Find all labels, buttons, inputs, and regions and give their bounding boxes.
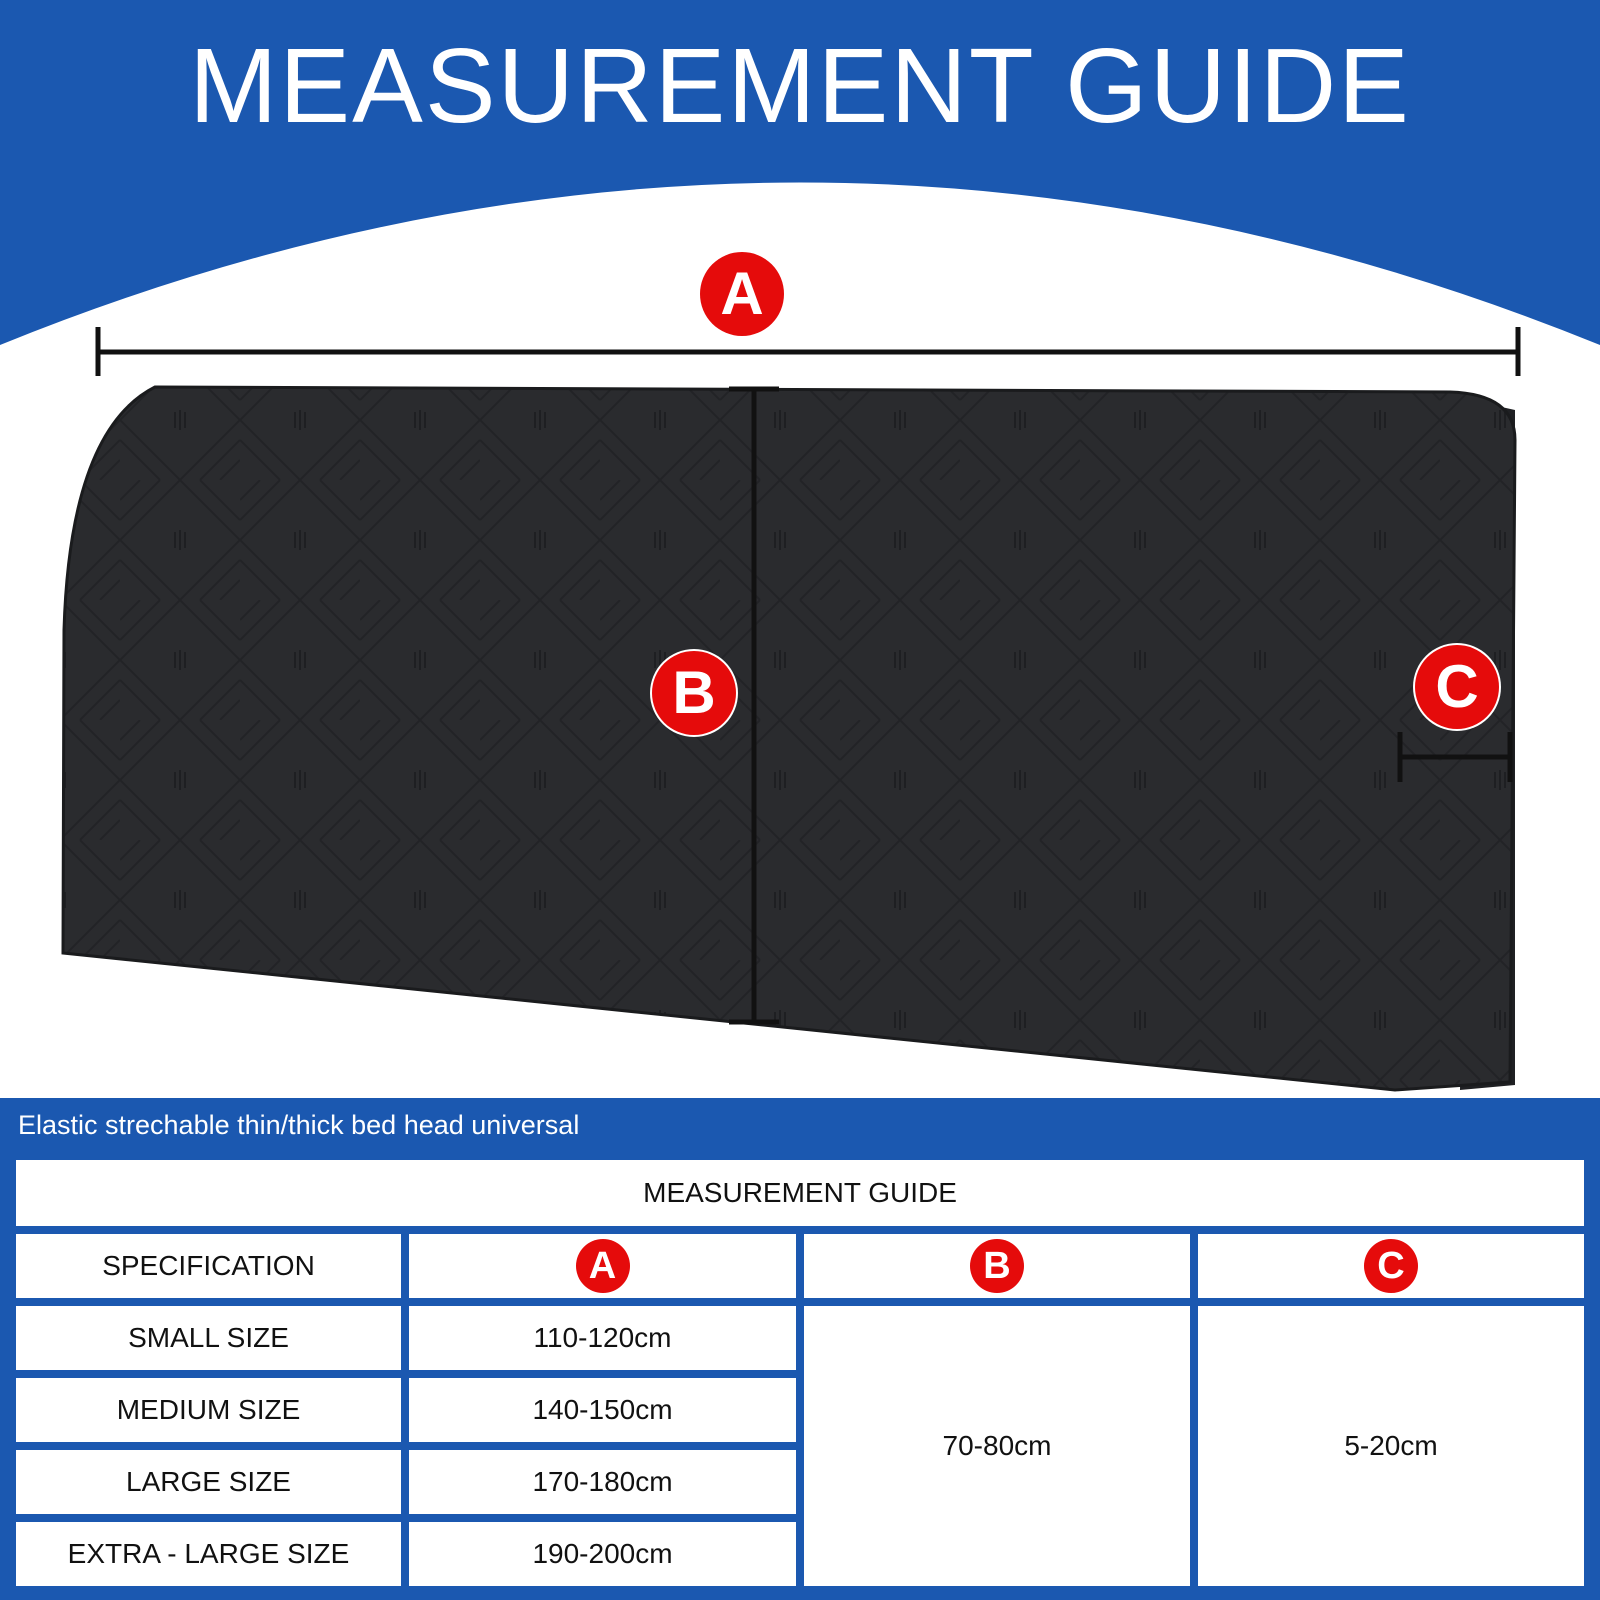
label-a-badge: A bbox=[700, 252, 784, 336]
headboard-image bbox=[63, 387, 1515, 1090]
spec-header: SPECIFICATION bbox=[16, 1234, 401, 1298]
row-small-a: 110-120cm bbox=[409, 1306, 796, 1370]
row-medium-a: 140-150cm bbox=[409, 1378, 796, 1442]
col-c-badge: C bbox=[1364, 1239, 1418, 1293]
label-b-badge: B bbox=[652, 651, 736, 735]
row-large-size: LARGE SIZE bbox=[16, 1450, 401, 1514]
table-title: MEASUREMENT GUIDE bbox=[16, 1160, 1584, 1226]
b-value: 70-80cm bbox=[804, 1306, 1190, 1586]
page-title: MEASUREMENT GUIDE bbox=[189, 27, 1411, 145]
c-value: 5-20cm bbox=[1198, 1306, 1584, 1586]
col-c-header bbox=[1198, 1234, 1584, 1298]
row-small-size: SMALL SIZE bbox=[16, 1306, 401, 1370]
col-b-badge: B bbox=[970, 1239, 1024, 1293]
col-a-header bbox=[409, 1234, 796, 1298]
row-medium-size: MEDIUM SIZE bbox=[16, 1378, 401, 1442]
col-a-badge: A bbox=[576, 1239, 630, 1293]
row-xl-size: EXTRA - LARGE SIZE bbox=[16, 1522, 401, 1586]
measurement-panel bbox=[0, 1098, 1600, 1600]
col-b-header bbox=[804, 1234, 1190, 1298]
dimension-a-line bbox=[98, 327, 1518, 376]
label-c-badge: C bbox=[1415, 645, 1499, 729]
row-large-a: 170-180cm bbox=[409, 1450, 796, 1514]
row-xl-a: 190-200cm bbox=[409, 1522, 796, 1586]
subtitle-text: Elastic strechable thin/thick bed head universal bbox=[18, 1110, 580, 1140]
